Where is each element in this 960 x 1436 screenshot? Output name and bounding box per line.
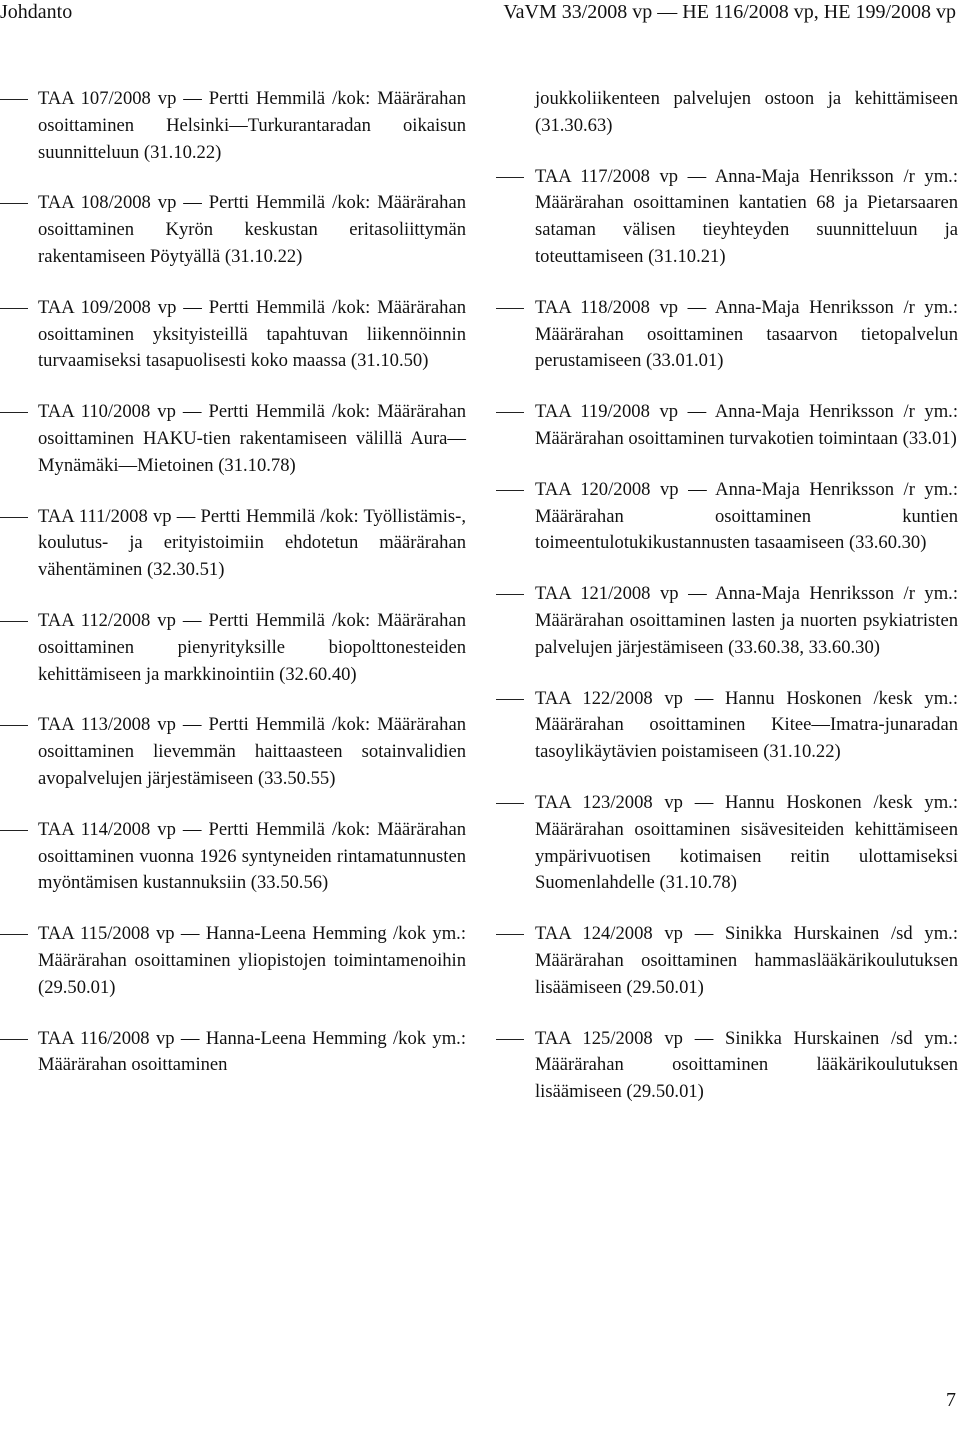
- dash-marker: [0, 1039, 28, 1040]
- list-item: TAA 112/2008 vp — Pertti Hemmilä /kok: Määrärahan osoittaminen pienyrityksille biopolttonesteiden kehittämiseen ja markkinointiin (32.60.40): [0, 608, 466, 688]
- dash-marker: [496, 699, 524, 700]
- list-item: TAA 115/2008 vp — Hanna-Leena Hemming /kok ym.: Määrärahan osoittaminen yliopistojen toimintamenoihin (29.50.01): [0, 921, 466, 1001]
- dash-marker: [0, 621, 28, 622]
- running-header: [0, 0, 960, 26]
- dash-marker: [0, 934, 28, 935]
- dash-marker: [496, 803, 524, 804]
- list-item: TAA 118/2008 vp — Anna-Maja Henriksson /r ym.: Määrärahan osoittaminen tasaarvon tietopalvelun perustamiseen (33.01.01): [496, 295, 958, 375]
- dash-marker: [0, 203, 28, 204]
- dash-marker: [0, 517, 28, 518]
- dash-marker: [496, 308, 524, 309]
- list-item: TAA 110/2008 vp — Pertti Hemmilä /kok: Määrärahan osoittaminen HAKU-tien rakentamiseen välillä Aura—Mynämäki—Mietoinen (31.10.78): [0, 399, 466, 479]
- dash-marker: [496, 177, 524, 178]
- list-item: TAA 109/2008 vp — Pertti Hemmilä /kok: Määrärahan osoittaminen yksityisteillä tapahtuvan liikennöinnin turvaamiseksi tasapuolisesti koko maassa (31.10.50): [0, 295, 466, 375]
- dash-marker: [496, 412, 524, 413]
- page-number: 7: [946, 1389, 956, 1411]
- right-column: [496, 86, 958, 1130]
- list-item: TAA 114/2008 vp — Pertti Hemmilä /kok: Määrärahan osoittaminen vuonna 1926 syntyneiden rintamatunnusten myöntämisen kustannuksiin (33.50.56): [0, 817, 466, 897]
- list-item: TAA 108/2008 vp — Pertti Hemmilä /kok: Määrärahan osoittaminen Kyrön keskustan eritasoliittymän rakentamiseen Pöytyällä (31.10.22): [0, 190, 466, 270]
- list-item: TAA 111/2008 vp — Pertti Hemmilä /kok: Työllistämis-, koulutus- ja erityistoimiin ehdotetun määrärahan vähentäminen (32.30.51): [0, 504, 466, 584]
- list-item: TAA 120/2008 vp — Anna-Maja Henriksson /r ym.: Määrärahan osoittaminen kuntien toimeentulotukikustannusten tasaamiseen (33.60.30): [496, 477, 958, 557]
- dash-marker: [0, 99, 28, 100]
- dash-marker: [496, 594, 524, 595]
- list-item: TAA 122/2008 vp — Hannu Hoskonen /kesk ym.: Määrärahan osoittaminen Kitee—Imatra-junaradan tasoylikäytävien poistamiseen (31.10.22): [496, 686, 958, 766]
- dash-marker: [0, 412, 28, 413]
- dash-marker: [0, 308, 28, 309]
- list-item: TAA 124/2008 vp — Sinikka Hurskainen /sd ym.: Määrärahan osoittaminen hammaslääkärikoulutuksen lisäämiseen (29.50.01): [496, 921, 958, 1001]
- list-item: TAA 119/2008 vp — Anna-Maja Henriksson /r ym.: Määrärahan osoittaminen turvakotien toimintaan (33.01): [496, 399, 958, 453]
- dash-marker: [496, 934, 524, 935]
- document-reference: VaVM 33/2008 vp — HE 116/2008 vp, HE 199/2008 vp: [503, 1, 956, 23]
- list-item: TAA 123/2008 vp — Hannu Hoskonen /kesk ym.: Määrärahan osoittaminen sisävesiteiden kehittämiseen ympärivuotisen kotimaisen reitin ulottamiseksi Suomenlahdelle (31.10.78): [496, 790, 958, 897]
- section-title: Johdanto: [0, 1, 73, 23]
- list-item-continuation: joukkoliikenteen palvelujen ostoon ja kehittämiseen (31.30.63): [535, 88, 958, 136]
- dash-marker: [496, 490, 524, 491]
- left-column: [0, 86, 466, 1103]
- list-item: TAA 117/2008 vp — Anna-Maja Henriksson /r ym.: Määrärahan osoittaminen kantatien 68 ja Pietarsaaren sataman välisen tieyhteyden suunnitteluun ja toteuttamiseen (31.10.21): [496, 164, 958, 271]
- list-item: TAA 121/2008 vp — Anna-Maja Henriksson /r ym.: Määrärahan osoittaminen lasten ja nuorten psykiatristen palvelujen järjestämiseen (33.60.38, 33.60.30): [496, 581, 958, 661]
- dash-marker: [496, 1039, 524, 1040]
- dash-marker: [0, 830, 28, 831]
- list-item: TAA 113/2008 vp — Pertti Hemmilä /kok: Määrärahan osoittaminen lievemmän haittaasteen sotainvalidien avopalvelujen järjestämiseen (33.50.55): [0, 712, 466, 792]
- list-item: TAA 107/2008 vp — Pertti Hemmilä /kok: Määrärahan osoittaminen Helsinki—Turkurantaradan oikaisun suunnitteluun (31.10.22): [0, 86, 466, 166]
- dash-marker: [0, 725, 28, 726]
- list-item: TAA 116/2008 vp — Hanna-Leena Hemming /kok ym.: Määrärahan osoittaminen: [0, 1026, 466, 1080]
- list-item: TAA 125/2008 vp — Sinikka Hurskainen /sd ym.: Määrärahan osoittaminen lääkärikoulutuksen lisäämiseen (29.50.01): [496, 1026, 958, 1106]
